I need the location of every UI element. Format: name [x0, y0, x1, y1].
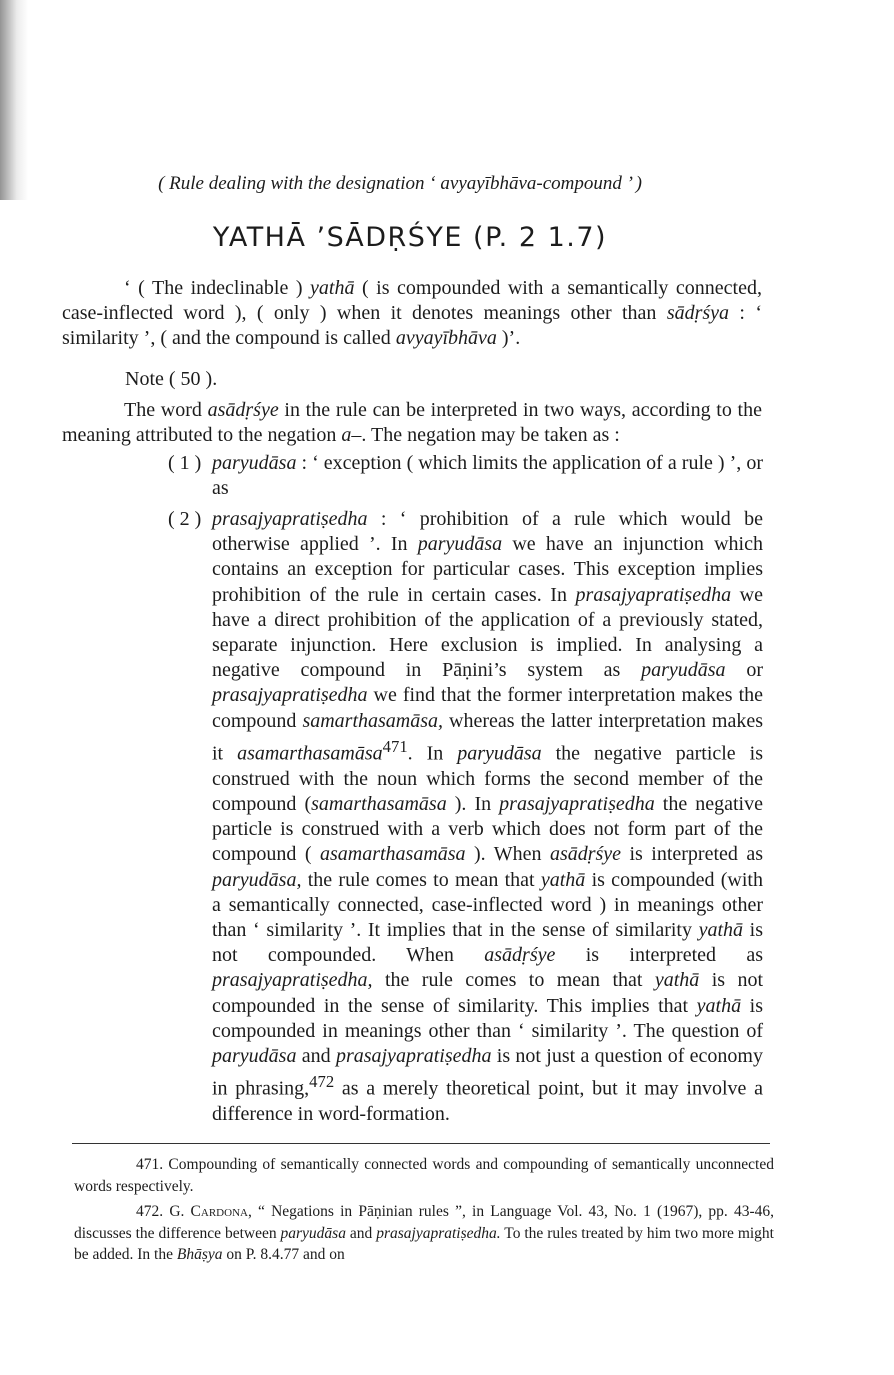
list-item-number: ( 2 )	[168, 508, 202, 530]
footnote-471: 471. Compounding of semantically connected words and compounding of semantically unconnected words respectively.	[74, 1156, 774, 1195]
footnotes	[74, 1154, 774, 1266]
footnote-ref-472: 472	[309, 1072, 335, 1092]
scan-edge-shadow	[0, 0, 28, 200]
rule-title: YATHĀ ’SĀDṚŚYE (P. 2 1.7)	[212, 222, 608, 253]
list-item-paryudasa: ( 1 ) paryudāsa : ‘ exception ( which limits the application of a rule ) ’, or as	[168, 452, 763, 499]
list-item-number: ( 1 )	[168, 452, 202, 474]
note-label: Note ( 50 ).	[125, 368, 218, 390]
rule-subtitle: ( Rule dealing with the designation ‘ avyayībhāva-compound ’ )	[158, 173, 642, 194]
footnote-472: 472. G. Cardona, “ Negations in Pāṇinian rules ”, in Language Vol. 43, No. 1 (1967), pp. 43-46, discusses the difference between paryudāsa and prasajyapratiṣedha. To the rules treated by him two more might be added. In the Bhāṣya on P. 8.4.77 and on	[74, 1203, 775, 1263]
footnote-ref-471: 471	[382, 736, 408, 756]
note-intro-paragraph: The word asādṛśye in the rule can be interpreted in two ways, according to the meaning attributed to the negation a–. The negation may be taken as :	[62, 399, 762, 446]
list-item-prasajyapratisedha: ( 2 ) prasajyapratiṣedha : ‘ prohibition of a rule which would be otherwise applied ’. In paryudāsa we have an injunction which contains an exception for particular cases. This exception implies prohibition of the rule in certain cases. In prasajyapratiṣedha we have a direct prohibition of the application of a previously stated, separate injunction. Here exclusion is implied. In analysing a negative compound in Pāṇini’s system as paryudāsa or prasajyapratiṣedha we find that the former interpretation makes the compound samarthasamāsa, whereas the latter interpretation makes it asamarthasamāsa$^{471}$. In paryudāsa the negative particle is construed with the noun which forms the second member of the compound (samarthasamāsa ). In prasajyapratiṣedha the negative particle is construed with a verb which does not form part of the compound ( asamarthasamāsa ). When asādṛśye is interpreted as paryudāsa, the rule comes to mean that yathā is compounded (with a semantically connected, case-inflected word ) in meanings other than ‘ similarity ’. It implies that in the sense of similarity yathā is not compounded. When asādṛśye is interpreted as prasajyapratiṣedha, the rule comes to mean that yathā is not compounded in the sense of similarity. This implies that yathā is compounded in meanings other than ‘ similarity ’. The question of paryudāsa and prasajyapratiṣedha is not just a question of economy in phrasing,$^{472}$ as a merely theoretical point, but it may involve a difference in word-formation.	[168, 508, 764, 1125]
footnote-divider	[72, 1143, 770, 1144]
rule-translation: ‘ ( The indeclinable ) yathā ( is compounded with a semantically connected, case-inflected word ), ( only ) when it denotes meanings other than sādṛśya : ‘ similarity ’, ( and the compound is called avyayībhāva )’.	[62, 277, 763, 349]
